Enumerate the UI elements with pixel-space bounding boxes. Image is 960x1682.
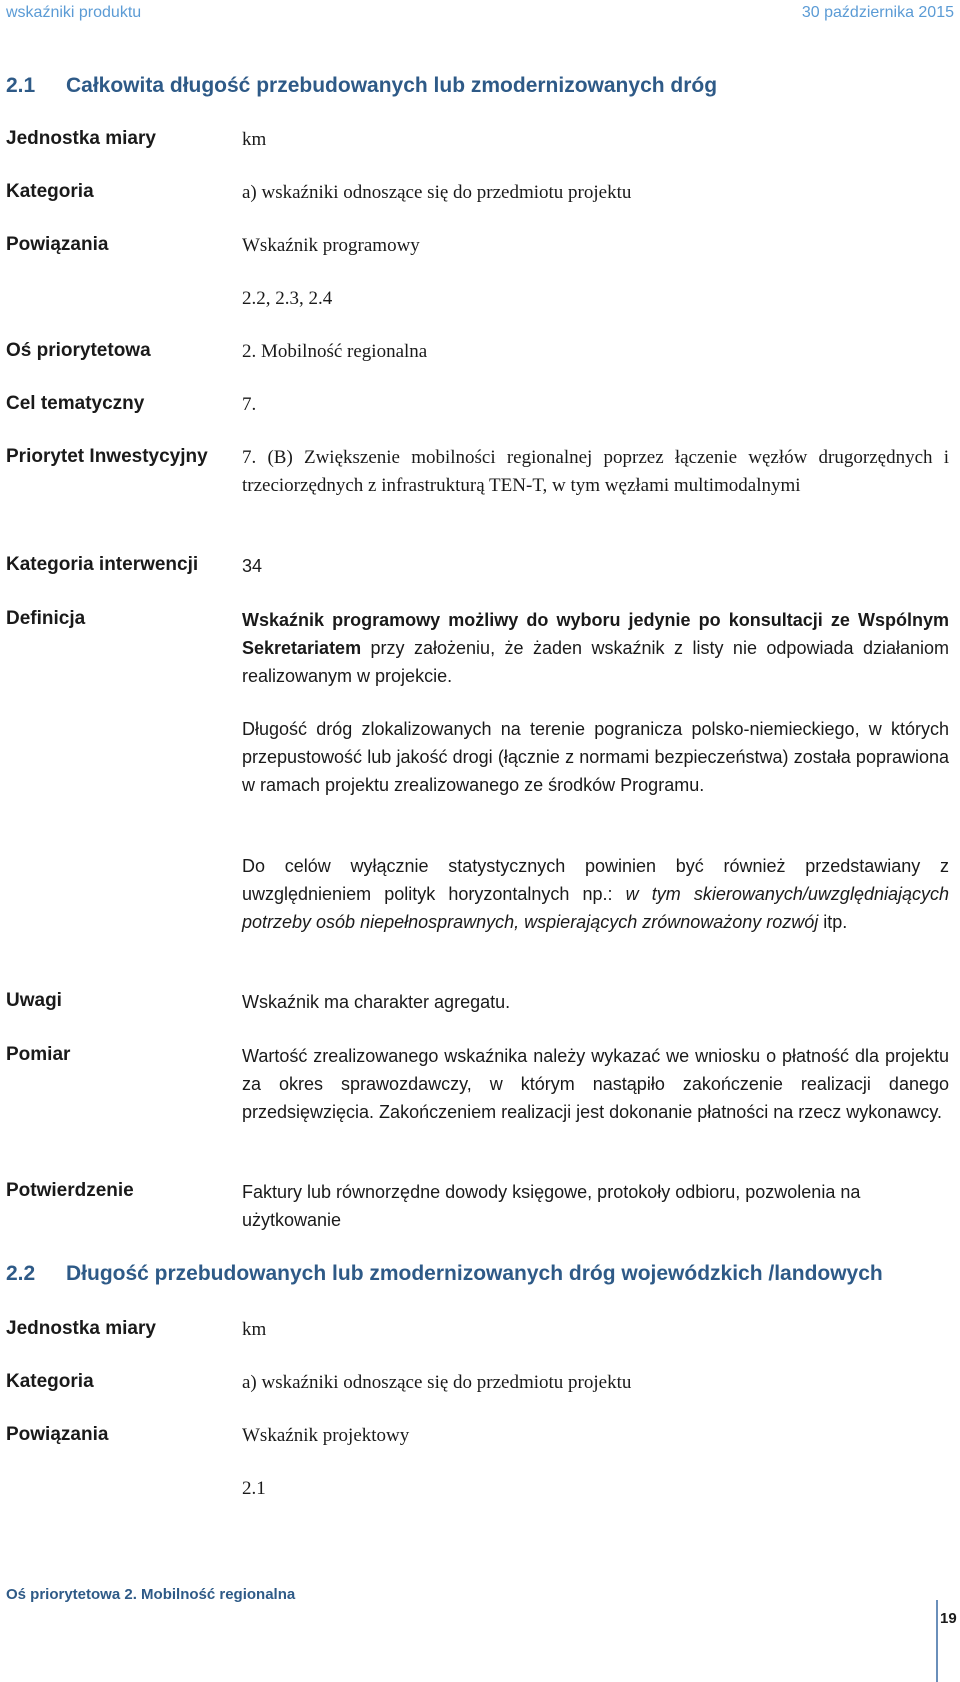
category-value: a) wskaźniki odnoszące się do przedmiotu projektu [242, 182, 632, 203]
category-label: Kategoria [6, 1371, 94, 1392]
unit-value: km [242, 1319, 267, 1340]
footer-axis: Oś priorytetowa 2. Mobilność regionalna [6, 1586, 296, 1603]
section-title-2-1 [6, 74, 954, 98]
confirm-value: Faktury lub równorzędne dowody księgowe, protokoły odbioru, pozwolenia na użytkowanie [242, 1182, 861, 1230]
running-header [6, 4, 954, 22]
links-label: Powiązania [6, 1424, 109, 1445]
category-label: Kategoria [6, 181, 94, 202]
definition-p3-italic: w tym skierowanych/uwzględniających potrzeby osób niepełnosprawnych, wspierających zrównoważony rozwój [242, 884, 950, 932]
links-label: Powiązania [6, 234, 109, 255]
measure-label: Pomiar [6, 1044, 71, 1065]
page-number-rule [936, 1600, 938, 1682]
links-value: Wskaźnik programowy [242, 235, 420, 256]
confirm-label: Potwierdzenie [6, 1180, 134, 1201]
category-value: a) wskaźniki odnoszące się do przedmiotu projektu [242, 1372, 632, 1393]
measure-value: Wartość zrealizowanego wskaźnika należy wykazać we wniosku o płatność dla projektu za okres sprawozdawczy, w którym nastąpiło zakończenie realizacji danego przedsięwzięcia. Zakończeniem realizacji jest dokonanie płatności na rzecz wykonawcy. [242, 1046, 949, 1122]
unit-label: Jednostka miary [6, 1318, 156, 1339]
section-number: 2.1 [6, 74, 36, 97]
definition-paragraph-2: Długość dróg zlokalizowanych na terenie pogranicza polsko-niemieckiego, w których przepustowość lub jakość drogi (łącznie z normami bezpieczeństwa) została poprawiona w ramach projektu zrealizowanego ze środków Programu. [242, 719, 949, 795]
notes-label: Uwagi [6, 990, 62, 1011]
axis-label: Oś priorytetowa [6, 340, 151, 361]
header-left: wskaźniki produktu [6, 4, 142, 21]
notes-value: Wskaźnik ma charakter agregatu. [242, 992, 511, 1012]
section-heading: Całkowita długość przebudowanych lub zmodernizowanych dróg [66, 74, 718, 97]
section-title-2-2 [6, 1262, 954, 1286]
unit-label: Jednostka miary [6, 128, 156, 149]
page-number: 19 [940, 1610, 957, 1627]
definition-paragraph-1 [242, 606, 949, 690]
links-value: Wskaźnik projektowy [242, 1425, 410, 1446]
intervention-value: 34 [242, 556, 263, 576]
unit-value: km [242, 129, 267, 150]
priority-label: Priorytet Inwestycyjny [6, 446, 208, 467]
priority-value: 7. (B) Zwiększenie mobilności regionalnej poprzez łączenie węzłów drugorzędnych i trzeciorzędnych z infrastrukturą TEN-T, w tym węzłami multimodalnymi [242, 447, 949, 496]
definition-paragraph-3 [242, 852, 949, 936]
section-heading: Długość przebudowanych lub zmodernizowanych dróg wojewódzkich /landowych [66, 1262, 883, 1285]
links-indicators: 2.1 [242, 1478, 266, 1499]
goal-value: 7. [242, 394, 257, 415]
definition-rest: przy założeniu, że żaden wskaźnik z listy nie odpowiada działaniom realizowanym w projekcie. [242, 638, 949, 686]
section-number: 2.2 [6, 1262, 36, 1285]
definition-bold: Wskaźnik programowy możliwy do wyboru jedynie po konsultacji ze Wspólnym Sekretariatem [242, 610, 949, 658]
header-date: 30 października 2015 [801, 4, 954, 21]
goal-label: Cel tematyczny [6, 393, 145, 414]
definition-label: Definicja [6, 608, 86, 629]
links-indicators: 2.2, 2.3, 2.4 [242, 288, 333, 309]
axis-value: 2. Mobilność regionalna [242, 341, 428, 362]
definition-p3-start: Do celów wyłącznie statystycznych powinien być również przedstawiany z uwzględnieniem polityk horyzontalnych np.: [242, 856, 949, 904]
definition-p3-end: itp. [818, 912, 848, 932]
intervention-label: Kategoria interwencji [6, 554, 199, 575]
